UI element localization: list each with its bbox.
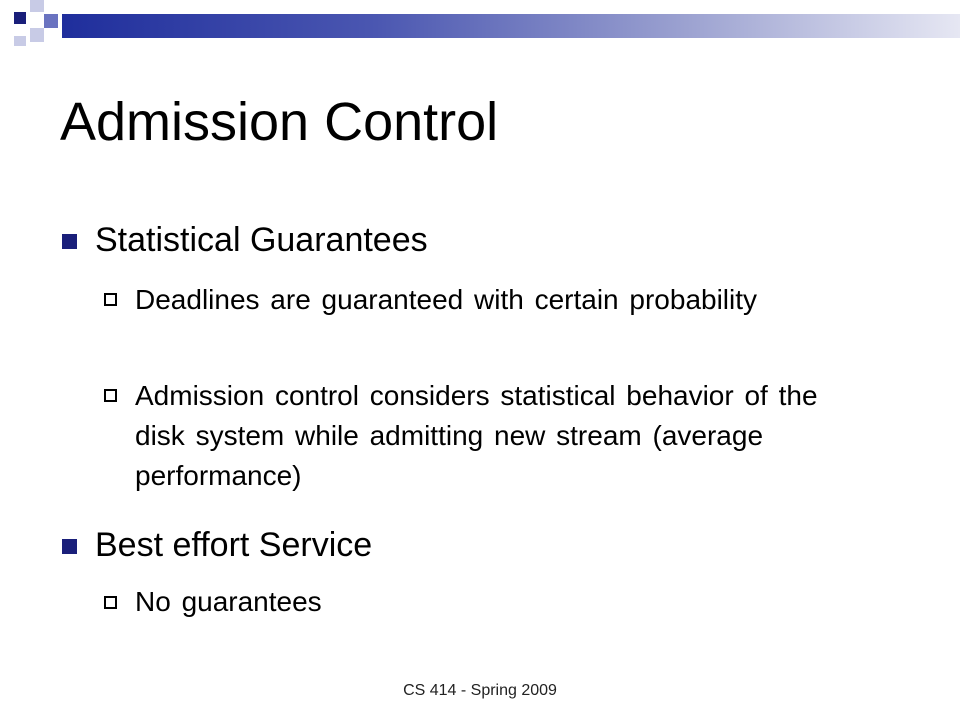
sub-bullet-box-icon bbox=[104, 596, 117, 609]
slide-title: Admission Control bbox=[60, 92, 499, 152]
header-gradient-bar bbox=[62, 14, 960, 38]
decor-square-3 bbox=[44, 14, 58, 28]
slide-footer: CS 414 - Spring 2009 bbox=[403, 682, 557, 699]
decor-square-4 bbox=[30, 28, 44, 42]
bullet-square-icon bbox=[62, 539, 77, 554]
sub-bullet-no-guarantees: No guarantees bbox=[135, 586, 322, 617]
sub-bullet-deadlines: Deadlines are guaranteed with certain probability bbox=[135, 284, 758, 315]
decor-square-2 bbox=[30, 0, 44, 12]
bullet-square-icon bbox=[62, 234, 77, 249]
bullet-best-effort-service: Best effort Service bbox=[95, 526, 373, 564]
sub-bullet-box-icon bbox=[104, 389, 117, 402]
sub-bullet-admission-control: Admission control considers statistical behavior of the disk system while admitting new stream (average performance) bbox=[135, 380, 818, 491]
header-decoration bbox=[0, 0, 960, 60]
decor-square-5 bbox=[14, 36, 26, 46]
decor-square-1 bbox=[14, 12, 26, 24]
bullet-statistical-guarantees: Statistical Guarantees bbox=[95, 221, 428, 259]
sub-bullet-box-icon bbox=[104, 293, 117, 306]
